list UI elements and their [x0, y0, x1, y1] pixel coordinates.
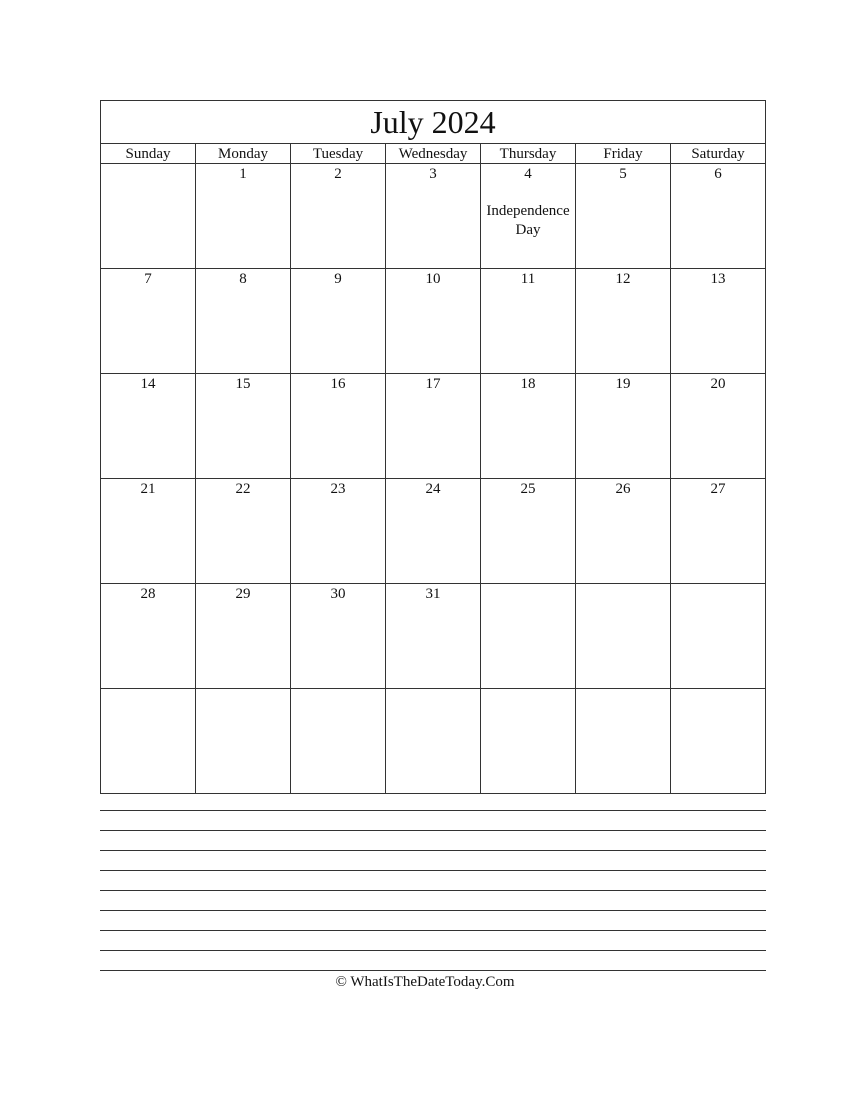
- day-number: [481, 689, 575, 690]
- day-cell: [576, 584, 671, 689]
- day-cell: [386, 374, 481, 479]
- day-cell: [291, 479, 386, 584]
- day-cell: [386, 584, 481, 689]
- day-number: 26: [615, 481, 631, 497]
- weekday-monday: Monday: [196, 144, 291, 164]
- day-cell: [291, 584, 386, 689]
- day-number: [291, 689, 385, 690]
- day-number: [101, 689, 195, 690]
- note-line: [100, 890, 766, 891]
- weekday-header-row: [101, 144, 766, 164]
- day-number: 10: [425, 271, 441, 287]
- day-number: 20: [710, 376, 726, 392]
- weekday-thursday: Thursday: [481, 144, 576, 164]
- day-cell: [291, 689, 386, 794]
- day-number: [671, 689, 765, 690]
- day-number: 6: [714, 166, 722, 182]
- day-number: 27: [710, 481, 726, 497]
- day-number: 13: [710, 271, 726, 287]
- day-number: 8: [239, 271, 247, 287]
- day-number: 28: [140, 586, 156, 602]
- day-number: [101, 164, 195, 165]
- day-cell: [196, 269, 291, 374]
- day-cell: [101, 164, 196, 269]
- day-number: 31: [425, 586, 441, 602]
- week-row: [101, 689, 766, 794]
- day-cell: [481, 374, 576, 479]
- day-cell: [196, 374, 291, 479]
- note-line: [100, 850, 766, 851]
- day-number: 12: [615, 271, 631, 287]
- day-number: 29: [235, 586, 251, 602]
- day-cell: [101, 479, 196, 584]
- day-cell: [576, 164, 671, 269]
- day-cell: [291, 269, 386, 374]
- day-number: 25: [520, 481, 536, 497]
- day-number: 18: [520, 376, 536, 392]
- day-number: 17: [425, 376, 441, 392]
- week-row: [101, 374, 766, 479]
- notes-lines: [100, 791, 766, 971]
- day-number: 24: [425, 481, 441, 497]
- day-cell: [291, 374, 386, 479]
- day-cell: [481, 689, 576, 794]
- week-row: [101, 584, 766, 689]
- day-number: 1: [239, 166, 247, 182]
- day-cell: [196, 584, 291, 689]
- day-cell: [671, 269, 766, 374]
- day-cell: [671, 584, 766, 689]
- week-row: [101, 269, 766, 374]
- week-row: [101, 479, 766, 584]
- day-number: 30: [330, 586, 346, 602]
- title-row: [101, 101, 766, 144]
- day-cell: [386, 164, 481, 269]
- note-line: [100, 930, 766, 931]
- day-number: [576, 689, 670, 690]
- day-cell: [481, 164, 576, 269]
- day-number: 4: [524, 166, 532, 182]
- day-cell: [101, 689, 196, 794]
- day-number: [196, 689, 290, 690]
- day-number: 11: [520, 271, 536, 287]
- week-row: [101, 164, 766, 269]
- day-number: 16: [330, 376, 346, 392]
- day-cell: [481, 479, 576, 584]
- note-line: [100, 910, 766, 911]
- day-number: [386, 689, 480, 690]
- note-line: [100, 970, 766, 971]
- weekday-saturday: Saturday: [671, 144, 766, 164]
- day-number: 5: [619, 166, 627, 182]
- note-line: [100, 950, 766, 951]
- day-cell: [386, 479, 481, 584]
- day-cell: [386, 689, 481, 794]
- day-number: 23: [330, 481, 346, 497]
- calendar-body: [101, 164, 766, 794]
- day-cell: [481, 269, 576, 374]
- day-cell: [576, 689, 671, 794]
- note-line: [100, 870, 766, 871]
- day-cell: [671, 164, 766, 269]
- holiday-label: Independence Day: [486, 203, 570, 238]
- day-cell: [671, 374, 766, 479]
- day-cell: [671, 689, 766, 794]
- note-line: [100, 810, 766, 811]
- day-number: [481, 584, 575, 585]
- day-cell: [576, 479, 671, 584]
- weekday-tuesday: Tuesday: [291, 144, 386, 164]
- day-cell: [671, 479, 766, 584]
- weekday-wednesday: Wednesday: [386, 144, 481, 164]
- day-number: 2: [334, 166, 342, 182]
- day-cell: [196, 479, 291, 584]
- weekday-friday: Friday: [576, 144, 671, 164]
- day-number: 21: [140, 481, 156, 497]
- day-cell: [291, 164, 386, 269]
- weekday-sunday: Sunday: [101, 144, 196, 164]
- calendar-title: July 2024: [101, 101, 766, 144]
- day-number: 7: [144, 271, 152, 287]
- day-number: [671, 584, 765, 585]
- day-cell: [196, 689, 291, 794]
- day-cell: [481, 584, 576, 689]
- day-cell: [101, 584, 196, 689]
- day-number: 15: [235, 376, 251, 392]
- day-number: 9: [334, 271, 342, 287]
- day-cell: [386, 269, 481, 374]
- note-line: [100, 830, 766, 831]
- calendar-table: [100, 100, 766, 794]
- day-number: 14: [140, 376, 156, 392]
- day-cell: [576, 269, 671, 374]
- day-cell: [101, 269, 196, 374]
- day-number: 19: [615, 376, 631, 392]
- day-number: 3: [429, 166, 437, 182]
- day-cell: [196, 164, 291, 269]
- day-number: [576, 584, 670, 585]
- footer-copyright: © WhatIsTheDateToday.Com: [335, 974, 515, 990]
- day-number: 22: [235, 481, 251, 497]
- day-cell: [576, 374, 671, 479]
- day-cell: [101, 374, 196, 479]
